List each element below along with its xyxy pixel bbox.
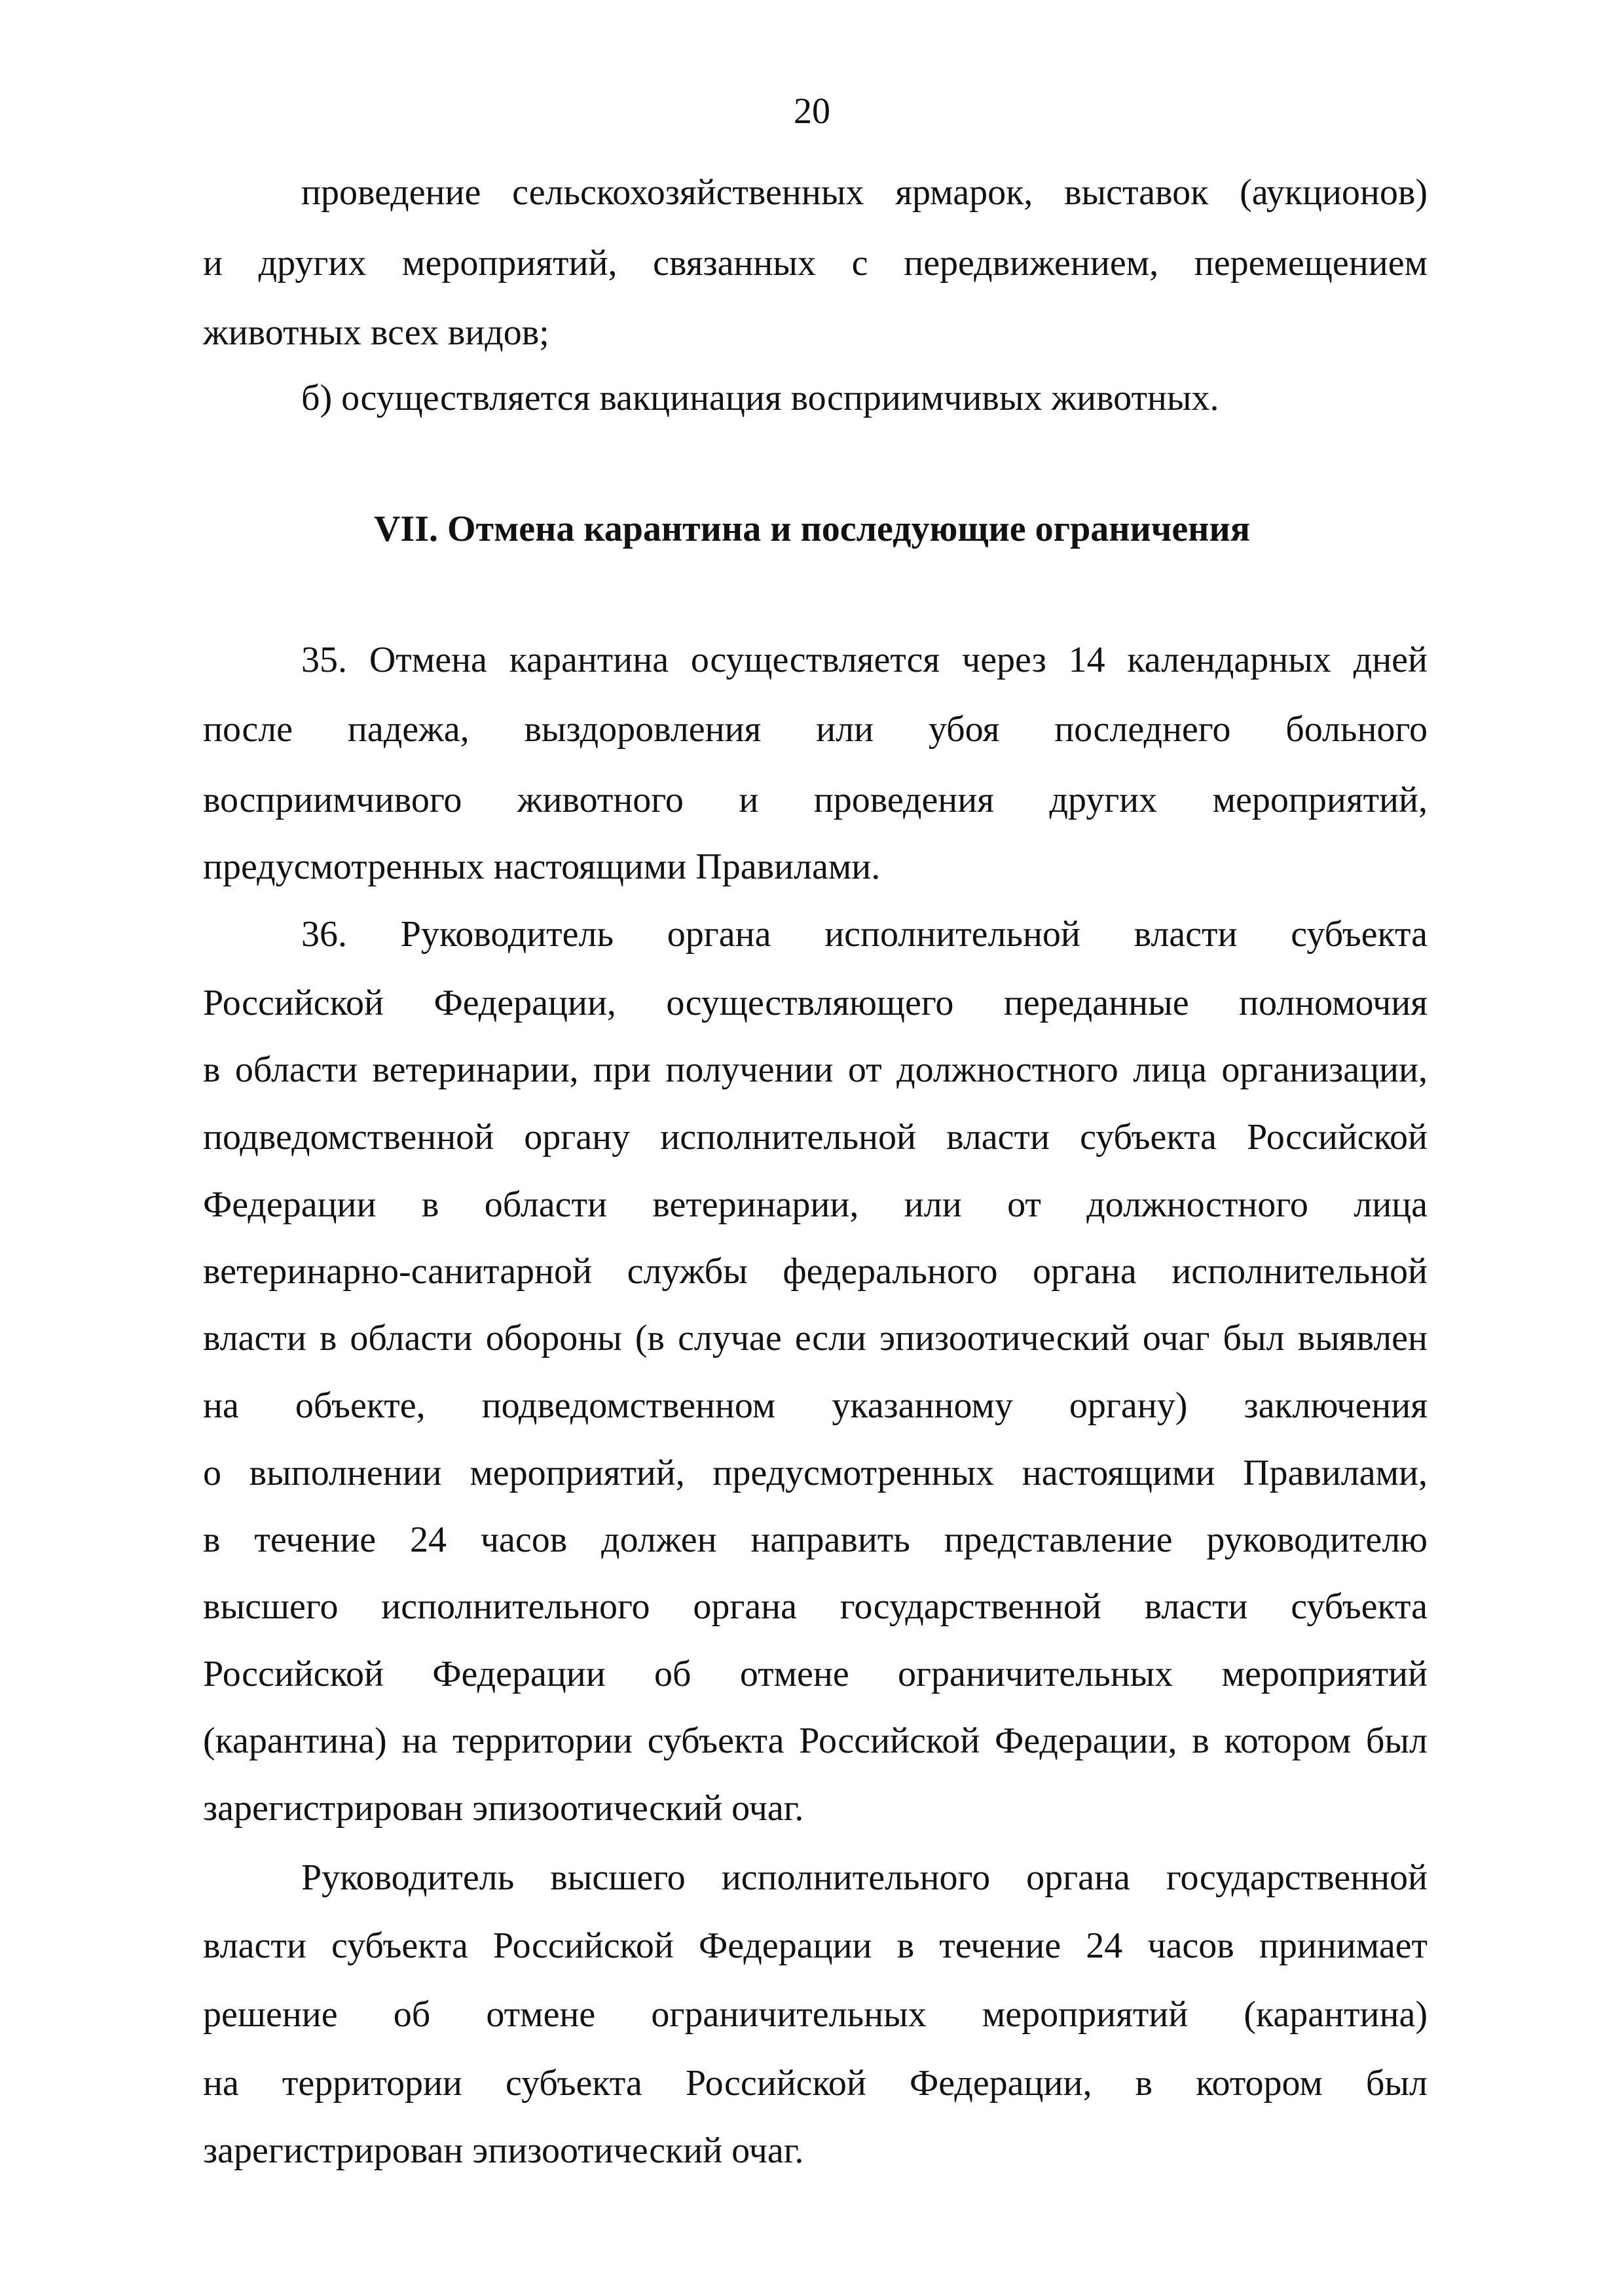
- text-line: (карантина) на территории субъекта Российской Федерации, в котором был: [203, 1721, 1428, 1761]
- text-line: и других мероприятий, связанных с передвижением, перемещением: [203, 243, 1428, 283]
- text-line: Российской Федерации, осуществляющего переданные полномочия: [203, 983, 1428, 1023]
- text-line: на объекте, подведомственном указанному органу) заключения: [203, 1385, 1428, 1426]
- text-line: животных всех видов;: [203, 312, 549, 353]
- text-line: решение об отмене ограничительных мероприятий (карантина): [203, 1994, 1428, 2035]
- text-line: после падежа, выздоровления или убоя последнего больного: [203, 709, 1428, 750]
- text-line: 35. Отмена карантина осуществляется через 14 календарных дней: [301, 640, 1428, 680]
- text-line: власти субъекта Российской Федерации в течение 24 часов принимает: [203, 1925, 1428, 1966]
- text-line: проведение сельскохозяйственных ярмарок, выставок (аукционов): [301, 172, 1428, 213]
- text-line: зарегистрирован эпизоотический очаг.: [203, 2130, 804, 2171]
- page-number: 20: [794, 91, 830, 132]
- text-line: зарегистрирован эпизоотический очаг.: [203, 1788, 804, 1829]
- text-line: ветеринарно-санитарной службы федерального органа исполнительной: [203, 1251, 1428, 1292]
- text-line: Федерации в области ветеринарии, или от должностного лица: [203, 1184, 1428, 1225]
- list-item-b: б) осуществляется вакцинация восприимчивых животных.: [301, 378, 1219, 418]
- text-line: в области ветеринарии, при получении от должностного лица организации,: [203, 1049, 1428, 1090]
- text-line: в течение 24 часов должен направить представление руководителю: [203, 1520, 1428, 1560]
- text-line: Российской Федерации об отмене ограничительных мероприятий: [203, 1654, 1428, 1694]
- section-heading: VII. Отмена карантина и последующие ограничения: [373, 509, 1251, 549]
- text-line: 36. Руководитель органа исполнительной власти субъекта: [301, 914, 1428, 955]
- text-line: высшего исполнительного органа государственной власти субъекта: [203, 1586, 1428, 1627]
- text-line: предусмотренных настоящими Правилами.: [203, 847, 881, 887]
- text-line: подведомственной органу исполнительной власти субъекта Российской: [203, 1117, 1428, 1157]
- text-line: о выполнении мероприятий, предусмотренных настоящими Правилами,: [203, 1453, 1428, 1493]
- text-line: Руководитель высшего исполнительного органа государственной: [301, 1857, 1428, 1898]
- text-line: восприимчивого животного и проведения других мероприятий,: [203, 780, 1428, 820]
- text-line: власти в области обороны (в случае если эпизоотический очаг был выявлен: [203, 1318, 1428, 1358]
- text-line: на территории субъекта Российской Федерации, в котором был: [203, 2063, 1428, 2104]
